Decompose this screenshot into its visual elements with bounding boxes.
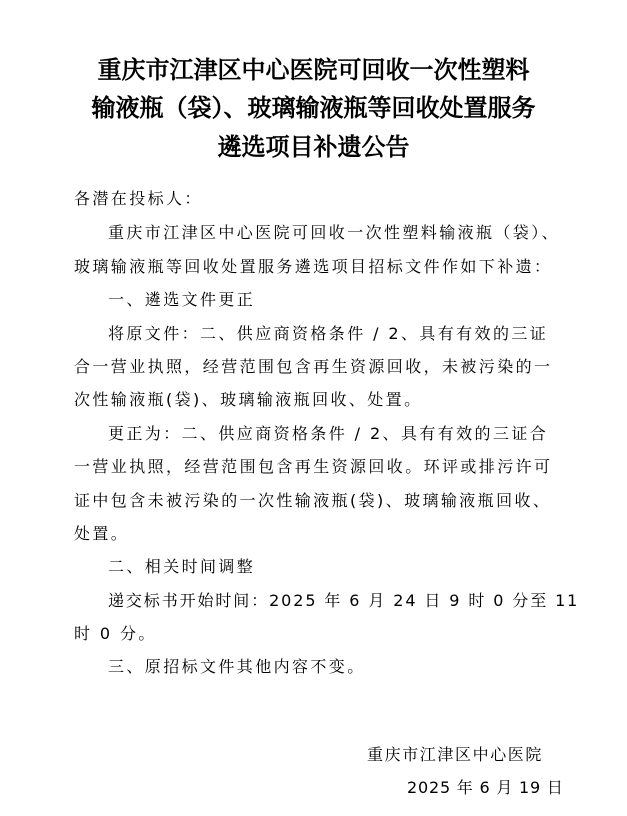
corrected-text-line-3: 证中包含未被污染的一次性输液瓶(袋)、玻璃输液瓶回收、: [74, 491, 552, 510]
section-3-heading: 三、原招标文件其他内容不变。: [108, 657, 366, 676]
time-adjust-line-2: 时 0 分。: [74, 624, 157, 643]
original-text-line-2: 合一营业执照，经营范围包含再生资源回收，未被污染的一: [74, 357, 553, 376]
section-2-heading: 二、相关时间调整: [108, 557, 256, 576]
corrected-text-line-2: 一营业执照，经营范围包含再生资源回收。环评或排污许可: [74, 457, 553, 476]
title-line-3: 遴选项目补遗公告: [217, 132, 410, 161]
original-text-line-3: 次性输液瓶(袋)、玻璃输液瓶回收、处置。: [74, 390, 423, 409]
intro-line-1: 重庆市江津区中心医院可回收一次性塑料输液瓶（袋）、: [108, 223, 561, 242]
signature-date: 2025 年 6 月 19 日: [407, 778, 564, 797]
signature-org: 重庆市江津区中心医院: [367, 745, 544, 764]
corrected-text-line-1: 更正为：二、供应商资格条件 / 2、具有有效的三证合: [108, 424, 549, 443]
title-line-2: 输液瓶（袋）、玻璃输液瓶等回收处置服务: [91, 93, 536, 122]
intro-line-2: 玻璃输液瓶等回收处置服务遴选项目招标文件作如下补遗：: [74, 257, 553, 276]
title-line-1: 重庆市江津区中心医院可回收一次性塑料: [97, 55, 530, 84]
corrected-text-line-4: 处置。: [74, 524, 130, 543]
original-text-line-1: 将原文件：二、供应商资格条件 / 2、具有有效的三证: [108, 324, 549, 343]
section-1-heading: 一、遴选文件更正: [108, 290, 256, 309]
time-adjust-line-1: 递交标书开始时间：2025 年 6 月 24 日 9 时 0 分至 11: [108, 591, 580, 610]
salutation: 各潜在投标人：: [74, 189, 203, 208]
